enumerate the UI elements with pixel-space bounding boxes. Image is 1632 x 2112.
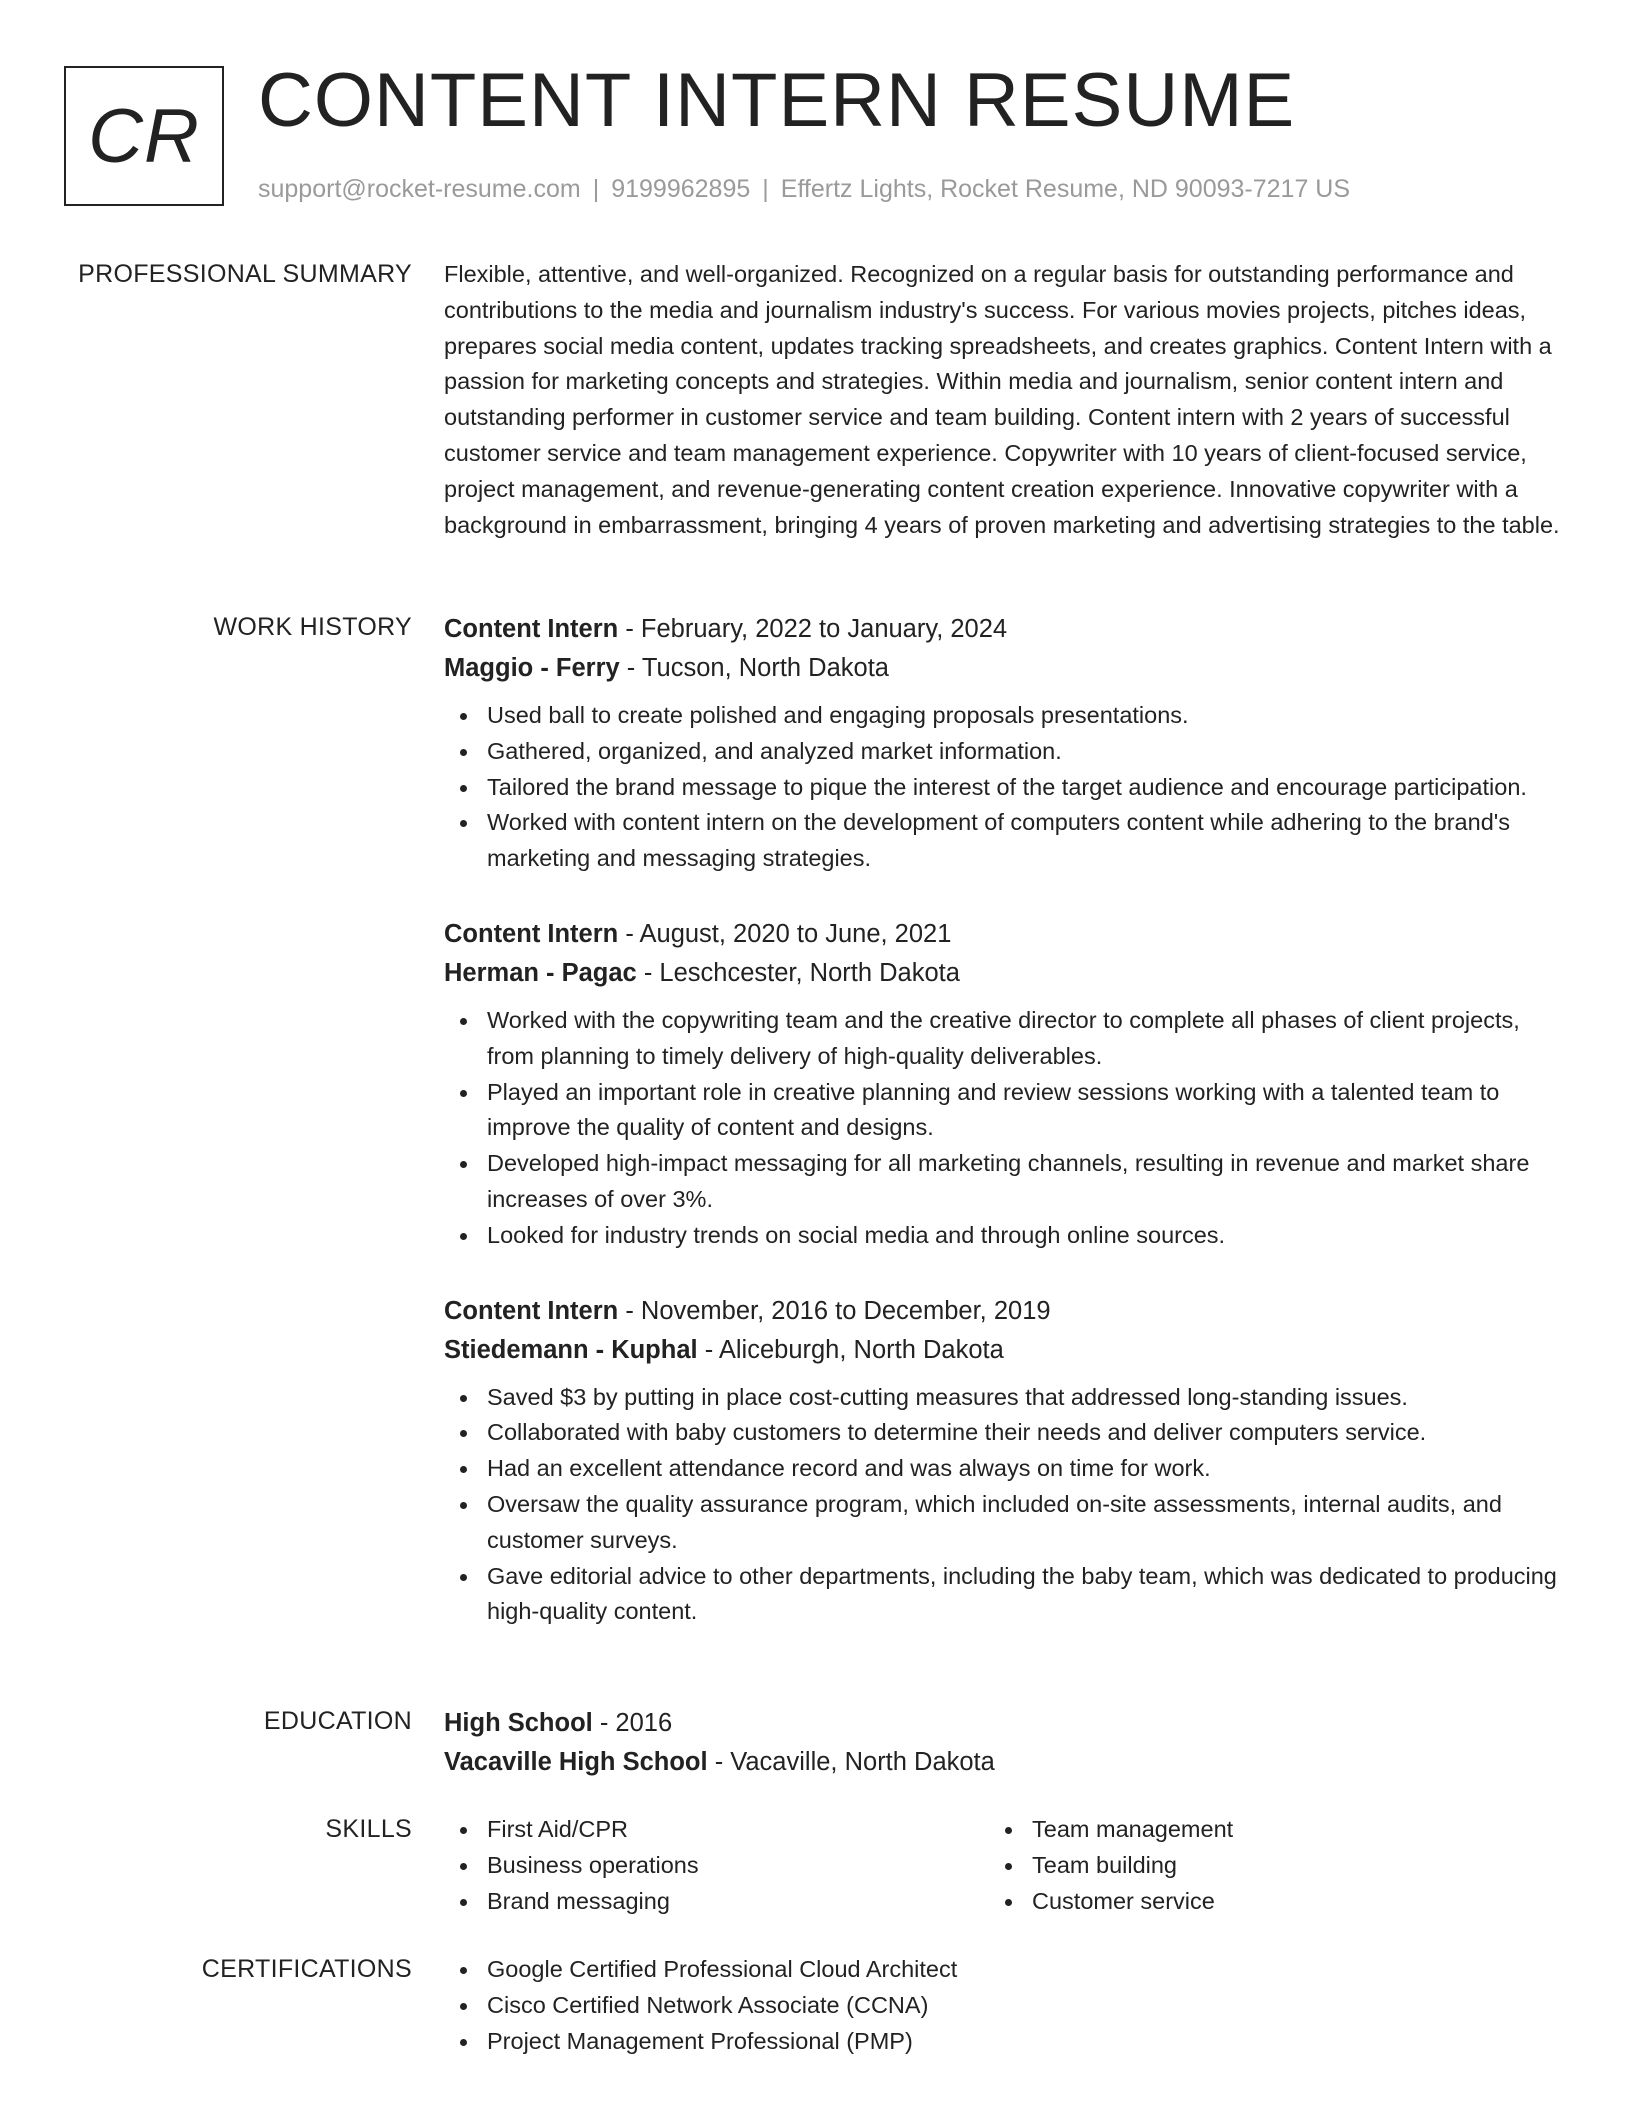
certification-item: Project Management Professional (PMP) bbox=[444, 2024, 1560, 2060]
certification-item: Cisco Certified Network Associate (CCNA) bbox=[444, 1988, 1560, 2024]
education-school-line bbox=[444, 1743, 1560, 1782]
job-entry bbox=[444, 1292, 1560, 1631]
job-entry bbox=[444, 610, 1560, 877]
summary-body bbox=[444, 257, 1560, 543]
education-degree: High School bbox=[444, 1709, 593, 1737]
job-company: Maggio - Ferry bbox=[444, 654, 620, 682]
list-item: Gave editorial advice to other departments, including the baby team, which was dedicated to producing high-quality content. bbox=[444, 1559, 1560, 1631]
job-company: Stiedemann - Kuphal bbox=[444, 1335, 698, 1364]
job-bullets bbox=[444, 698, 1560, 877]
job-title-line bbox=[444, 610, 1560, 649]
certifications-heading: CERTIFICATIONS bbox=[201, 1955, 412, 1983]
list-item: Looked for industry trends on social media and through online sources. bbox=[444, 1218, 1560, 1254]
job-bullets bbox=[444, 1003, 1560, 1254]
contact-line bbox=[258, 172, 1350, 206]
contact-address: Effertz Lights, Rocket Resume, ND 90093-7217 US bbox=[780, 175, 1351, 203]
job-title: Content Intern bbox=[444, 615, 619, 643]
list-item: Collaborated with baby customers to determine their needs and deliver computers service. bbox=[444, 1415, 1560, 1451]
job-title: Content Intern bbox=[444, 919, 619, 948]
contact-phone: 9199962895 bbox=[611, 175, 751, 203]
skills-column-right bbox=[989, 1812, 1534, 1919]
job-location: - Aliceburgh, North Dakota bbox=[704, 1335, 1004, 1364]
education-location: - Vacaville, North Dakota bbox=[714, 1748, 995, 1776]
job-company-line bbox=[444, 1331, 1560, 1370]
skills-column-left bbox=[444, 1812, 989, 1919]
job-dates: - August, 2020 to June, 2021 bbox=[625, 919, 952, 948]
job-location: - Leschcester, North Dakota bbox=[643, 958, 960, 987]
education-degree-line bbox=[444, 1704, 1560, 1743]
skills-body bbox=[444, 1812, 1560, 1919]
skill-item: Customer service bbox=[989, 1884, 1534, 1920]
contact-separator: | bbox=[592, 175, 600, 203]
certifications-body bbox=[444, 1952, 1560, 2059]
skill-item: Team building bbox=[989, 1848, 1534, 1884]
list-item: Worked with content intern on the development of computers content while adhering to the brand's marketing and messaging strategies. bbox=[444, 805, 1560, 877]
skills-heading: SKILLS bbox=[325, 1815, 412, 1843]
list-item: Played an important role in creative planning and review sessions working with a talented team to improve the quality of content and designs. bbox=[444, 1075, 1560, 1147]
list-item: Oversaw the quality assurance program, which included on-site assessments, internal audits, and customer surveys. bbox=[444, 1487, 1560, 1559]
skill-item: First Aid/CPR bbox=[444, 1812, 989, 1848]
resume-title: CONTENT INTERN RESUME bbox=[258, 58, 1296, 143]
job-title: Content Intern bbox=[444, 1296, 619, 1325]
list-item: Developed high-impact messaging for all marketing channels, resulting in revenue and market share increases of over 3%. bbox=[444, 1146, 1560, 1218]
job-company: Herman - Pagac bbox=[444, 958, 637, 987]
list-item: Worked with the copywriting team and the creative director to complete all phases of client projects, from planning to timely delivery of high-quality deliverables. bbox=[444, 1003, 1560, 1075]
job-bullets bbox=[444, 1380, 1560, 1631]
list-item: Saved $3 by putting in place cost-cutting measures that addressed long-standing issues. bbox=[444, 1380, 1560, 1416]
work-history-body bbox=[444, 610, 1560, 1668]
list-item: Had an excellent attendance record and was always on time for work. bbox=[444, 1451, 1560, 1487]
skill-item: Brand messaging bbox=[444, 1884, 989, 1920]
summary-text: Flexible, attentive, and well-organized. Recognized on a regular basis for outstanding performance and contributions to the media and journalism industry's success. For various movies projects, pitches ideas, prepares social media content, updates tracking spreadsheets, and creates graphics. Content Intern with a passion for marketing concepts and strategies. Within media and journalism, senior content intern and outstanding performer in customer service and team building. Content intern with 2 years of successful customer service and team management experience. Copywriter with 10 years of client-focused service, project management, and revenue-generating content creation experience. Innovative copywriter with a background in embarrassment, bringing 4 years of proven marketing and advertising strategies to the table. bbox=[444, 261, 1560, 538]
job-location: - Tucson, North Dakota bbox=[626, 654, 889, 682]
certification-item: Google Certified Professional Cloud Architect bbox=[444, 1952, 1560, 1988]
job-dates: - November, 2016 to December, 2019 bbox=[625, 1296, 1051, 1325]
skill-item: Team management bbox=[989, 1812, 1534, 1848]
job-title-line bbox=[444, 1292, 1560, 1331]
work-history-heading: WORK HISTORY bbox=[213, 613, 412, 641]
job-dates: - February, 2022 to January, 2024 bbox=[625, 615, 1008, 643]
education-school: Vacaville High School bbox=[444, 1748, 708, 1776]
job-company-line bbox=[444, 649, 1560, 688]
skill-item: Business operations bbox=[444, 1848, 989, 1884]
list-item: Gathered, organized, and analyzed market information. bbox=[444, 734, 1560, 770]
education-body bbox=[444, 1704, 1560, 1782]
summary-heading: PROFESSIONAL SUMMARY bbox=[78, 260, 412, 288]
education-heading: EDUCATION bbox=[263, 1707, 412, 1735]
job-title-line bbox=[444, 915, 1560, 954]
education-year: - 2016 bbox=[599, 1709, 673, 1737]
list-item: Tailored the brand message to pique the interest of the target audience and encourage participation. bbox=[444, 770, 1560, 806]
skills-grid bbox=[444, 1812, 1560, 1919]
monogram-logo: CR bbox=[64, 66, 224, 206]
contact-email: support@rocket-resume.com bbox=[258, 175, 581, 203]
job-company-line bbox=[444, 954, 1560, 993]
certifications-list bbox=[444, 1952, 1560, 2059]
job-entry bbox=[444, 915, 1560, 1254]
contact-separator: | bbox=[762, 175, 769, 203]
list-item: Used ball to create polished and engaging proposals presentations. bbox=[444, 698, 1560, 734]
